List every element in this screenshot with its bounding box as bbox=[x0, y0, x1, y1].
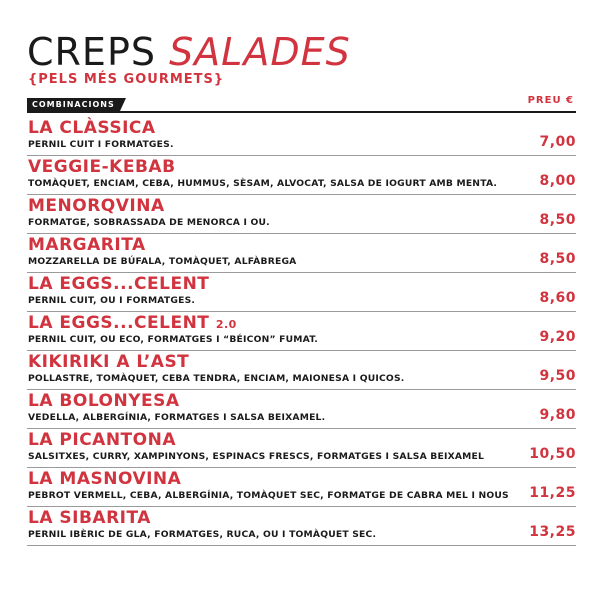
menu-item-description: PERNIL CUIT, OU ECO, FORMATGES I “BÉICON” FUMAT. bbox=[28, 334, 318, 345]
menu-item-description: FORMATGE, SOBRASSADA DE MENORCA I OU. bbox=[28, 217, 270, 228]
menu-item bbox=[27, 234, 576, 273]
menu-item bbox=[27, 468, 576, 507]
menu-item-price: 8,60 bbox=[539, 290, 576, 306]
section-label-bar-notch bbox=[120, 98, 126, 111]
menu-item-price: 9,80 bbox=[539, 407, 576, 423]
menu-item-description: PERNIL CUIT, OU I FORMATGES. bbox=[28, 295, 196, 306]
menu-item-price: 13,25 bbox=[529, 524, 576, 540]
menu-title-part1: CREPS bbox=[27, 30, 170, 74]
menu-item-price: 9,50 bbox=[539, 368, 576, 384]
menu-item-name bbox=[28, 273, 209, 295]
menu-item bbox=[27, 390, 576, 429]
menu-item-name-text: VEGGIE-KEBAB bbox=[28, 157, 176, 177]
menu-title-part2: SALADES bbox=[169, 30, 351, 74]
menu-subtitle: {PELS MÉS GOURMETS} bbox=[28, 72, 225, 87]
menu-item-name-text: LA SIBARITA bbox=[28, 508, 151, 528]
menu-item bbox=[27, 195, 576, 234]
menu-item-name-text: LA MASNOVINA bbox=[28, 469, 182, 489]
menu-item-name bbox=[28, 429, 176, 451]
menu-item-name-text: MENORQVINA bbox=[28, 196, 165, 216]
menu-item-name-text: LA BOLONYESA bbox=[28, 391, 180, 411]
menu-item-price: 7,00 bbox=[539, 134, 576, 150]
menu-item-name bbox=[28, 312, 237, 336]
menu-item-price: 9,20 bbox=[539, 329, 576, 345]
menu-item bbox=[27, 351, 576, 390]
menu-item-description: SALSITXES, CURRY, XAMPINYONS, ESPINACS FRESCS, FORMATGES I SALSA BEIXAMEL bbox=[28, 451, 485, 462]
menu-item-name bbox=[28, 351, 189, 373]
menu-item-price: 8,00 bbox=[539, 173, 576, 189]
header-divider bbox=[27, 111, 576, 113]
menu-item-name-text: MARGARITA bbox=[28, 235, 146, 255]
menu-item-name-text: LA CLÀSSICA bbox=[28, 118, 156, 138]
menu-item bbox=[27, 429, 576, 468]
menu-item-name bbox=[28, 195, 165, 217]
menu-item-name-text: LA EGGS...CELENT bbox=[28, 313, 210, 333]
menu-item-name bbox=[28, 234, 146, 256]
price-column-header: PREU € bbox=[527, 95, 574, 106]
menu-item-description: PEBROT VERMELL, CEBA, ALBERGÍNIA, TOMÀQUET SEC, FORMATGE DE CABRA MEL I NOUS bbox=[28, 490, 509, 501]
menu-item-price: 8,50 bbox=[539, 212, 576, 228]
menu-item bbox=[27, 312, 576, 351]
menu-item-description: POLLASTRE, TOMÀQUET, CEBA TENDRA, ENCIAM, MAIONESA I QUICOS. bbox=[28, 373, 405, 384]
menu-item-name bbox=[28, 390, 180, 412]
menu-item-price: 10,50 bbox=[529, 446, 576, 462]
menu-item-description: VEDELLA, ALBERGÍNIA, FORMATGES I SALSA BEIXAMEL. bbox=[28, 412, 326, 423]
menu-item bbox=[27, 117, 576, 156]
menu-item bbox=[27, 507, 576, 546]
menu-item-description: MOZZARELLA DE BÚFALA, TOMÀQUET, ALFÀBREGA bbox=[28, 256, 297, 267]
menu-item-name bbox=[28, 468, 181, 490]
menu-item-name-text: LA PICANTONA bbox=[28, 430, 176, 450]
menu-item-name bbox=[28, 507, 151, 529]
menu-item bbox=[27, 273, 576, 312]
menu-item-name bbox=[28, 117, 156, 139]
section-label: COMBINACIONS bbox=[32, 100, 115, 109]
menu-item-price: 11,25 bbox=[529, 485, 576, 501]
menu-title bbox=[27, 30, 351, 74]
menu-item-name-suffix: 2.0 bbox=[215, 318, 237, 331]
menu-item-divider bbox=[27, 545, 576, 546]
menu-item-description: TOMÀQUET, ENCIAM, CEBA, HUMMUS, SÈSAM, ALVOCAT, SALSA DE IOGURT AMB MENTA. bbox=[28, 178, 498, 189]
menu-item-name-text: KIKIRIKI A L’AST bbox=[28, 352, 190, 372]
menu-item-description: PERNIL IBÈRIC DE GLA, FORMATGES, RUCA, OU I TOMÀQUET SEC. bbox=[28, 529, 377, 540]
menu-item-description: PERNIL CUIT I FORMATGES. bbox=[28, 139, 174, 150]
menu-item-name bbox=[28, 156, 176, 178]
menu-item-name-text: LA EGGS...CELENT bbox=[28, 274, 210, 294]
menu-item bbox=[27, 156, 576, 195]
menu-item-price: 8,50 bbox=[539, 251, 576, 267]
